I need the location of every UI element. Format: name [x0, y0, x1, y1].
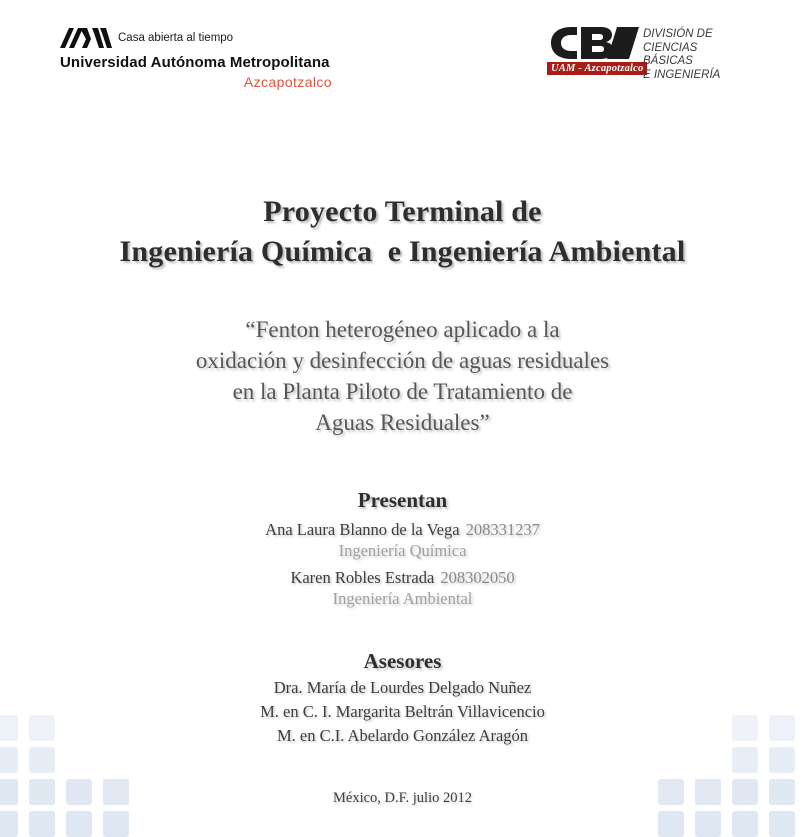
cbi-division-line1: DIVISIÓN DE	[643, 28, 713, 40]
cover-header	[0, 0, 805, 110]
uam-name: Universidad Autónoma Metropolitana	[60, 54, 330, 71]
cbi-campus-tag: UAM - Azcapotzalco	[547, 62, 647, 75]
student-entry	[0, 568, 805, 588]
uam-unit: Azcapotzalco	[243, 74, 332, 90]
advisor-entry: M. en C. I. Margarita Beltrán Villavicencio	[260, 702, 545, 721]
student-id: 208331237	[465, 520, 540, 539]
cbi-division-line3: E INGENIERÍA	[643, 68, 721, 81]
project-title-line2: oxidación y desinfección de aguas residuales	[195, 348, 610, 373]
document-type	[0, 192, 805, 272]
project-title-line4: Aguas Residuales”	[315, 410, 490, 435]
project-title	[0, 314, 805, 438]
advisor-entry: Dra. María de Lourdes Delgado Nuñez	[273, 678, 532, 697]
cover-content	[0, 192, 805, 807]
document-type-line1: Proyecto Terminal de	[263, 195, 542, 228]
uam-tagline: Casa abierta al tiempo	[118, 32, 234, 44]
student-name: Ana Laura Blanno de la Vega	[265, 520, 460, 539]
project-title-line3: en la Planta Piloto de Tratamiento de	[232, 379, 573, 404]
student-id: 208302050	[440, 568, 515, 587]
asesores-heading: Asesores	[363, 649, 442, 673]
student-entry	[0, 520, 805, 540]
document-type-line2: Ingeniería Química e Ingeniería Ambiental	[119, 235, 686, 268]
student-name: Karen Robles Estrada	[290, 568, 435, 587]
student-program: Ingeniería Química	[338, 541, 467, 560]
uam-logo-block	[60, 26, 390, 90]
advisor-entry: M. en C.I. Abelardo González Aragón	[276, 726, 529, 745]
cbi-division-text	[643, 28, 747, 82]
student-program: Ingeniería Ambiental	[332, 589, 473, 608]
presentan-heading: Presentan	[357, 488, 448, 512]
cbi-wordmark-icon	[547, 26, 643, 60]
cbi-logo-block	[547, 26, 747, 88]
project-title-line1: “Fenton heterogéneo aplicado a la	[245, 317, 560, 342]
uam-logo-icon	[60, 28, 112, 55]
place-and-date: México, D.F. julio 2012	[332, 790, 472, 806]
cbi-division-line2: CIENCIAS BÁSICAS	[643, 41, 698, 67]
